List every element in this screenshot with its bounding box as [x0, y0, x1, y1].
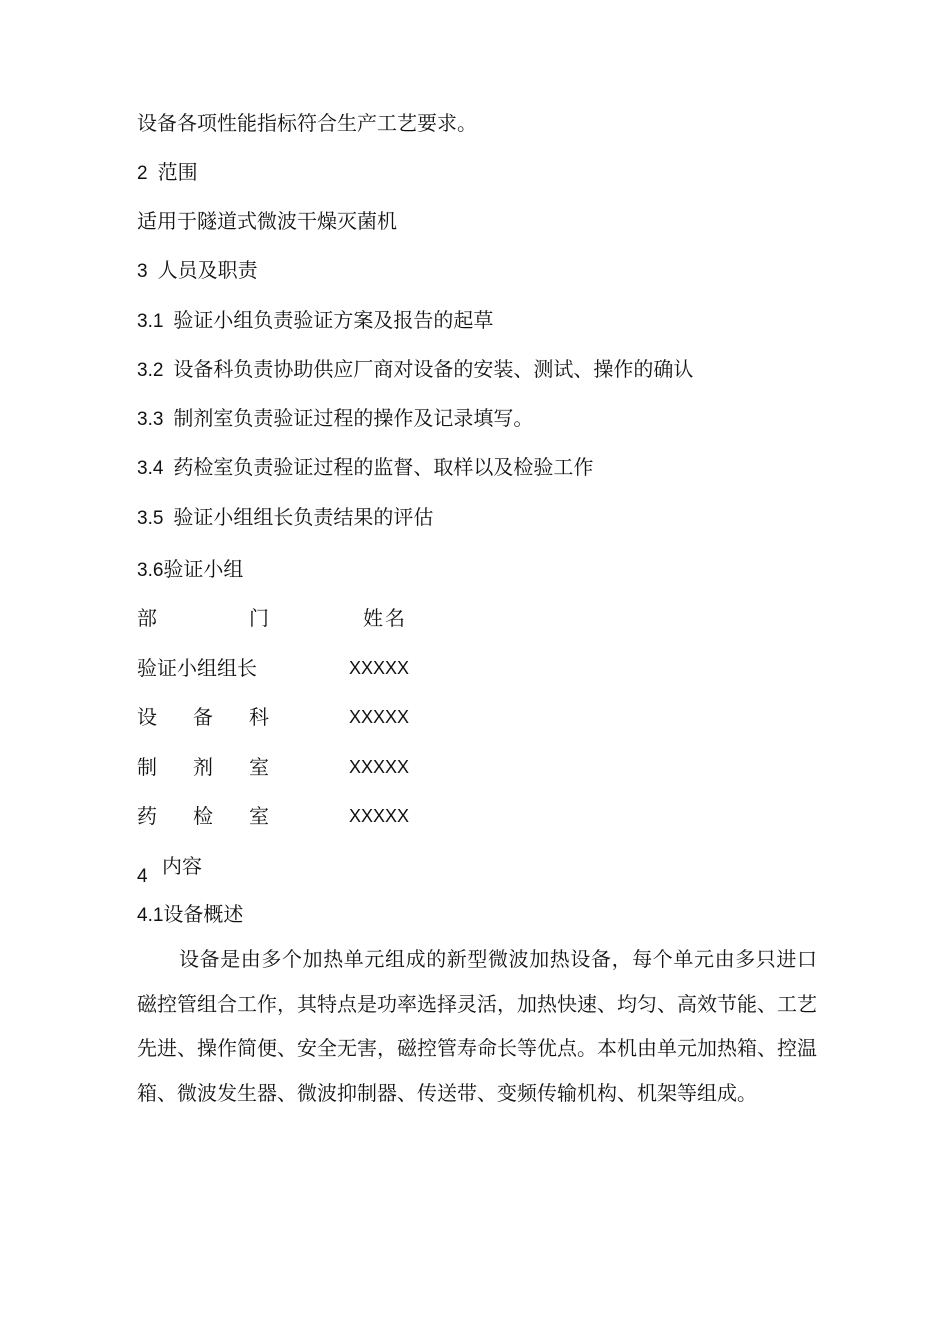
table-row	[137, 754, 537, 780]
section-2-text: 适用于隧道式微波干燥灭菌机	[137, 209, 397, 233]
item-text: 药检室负责验证过程的监督、取样以及检验工作	[173, 455, 594, 479]
section-4-title: 内容	[162, 854, 202, 878]
section-title: 人员及职责	[157, 258, 258, 282]
dept-header: 部 门	[137, 606, 269, 630]
section-title: 验证小组	[163, 557, 244, 581]
item-3-4	[137, 454, 593, 482]
name-cell: XXXXX	[349, 707, 410, 727]
team-table-header	[137, 605, 537, 631]
name-header: 姓名	[363, 606, 407, 630]
table-row	[137, 704, 537, 730]
section-4-number	[137, 862, 158, 890]
item-text: 验证小组负责验证方案及报告的起草	[173, 308, 494, 332]
section-number: 3	[137, 261, 148, 282]
item-3-2	[137, 356, 693, 384]
section-number: 4.1	[137, 905, 164, 926]
item-number: 3.5	[137, 508, 164, 529]
item-3-3	[137, 405, 533, 433]
dept-cell: 制 剂 室	[137, 755, 269, 779]
item-number: 3.1	[137, 311, 164, 332]
section-number: 4	[137, 866, 148, 887]
item-number: 3.2	[137, 360, 164, 381]
section-title: 范围	[157, 160, 198, 184]
section-number: 2	[137, 163, 148, 184]
name-cell: XXXXX	[349, 658, 410, 678]
section-3-6-heading	[137, 556, 243, 584]
intro-tail-text: 设备各项性能指标符合生产工艺要求。	[137, 111, 477, 135]
item-text: 制剂室负责验证过程的操作及记录填写。	[173, 406, 534, 430]
name-cell: XXXXX	[349, 757, 410, 777]
dept-cell: 验证小组组长	[137, 656, 257, 680]
item-text: 设备科负责协助供应厂商对设备的安装、测试、操作的确认	[173, 357, 694, 381]
table-row	[137, 655, 537, 681]
dept-cell: 设 备 科	[137, 705, 269, 729]
item-number: 3.3	[137, 409, 164, 430]
name-cell: XXXXX	[349, 806, 410, 826]
item-3-5	[137, 504, 433, 532]
section-3-heading	[137, 257, 258, 285]
section-4-1-heading	[137, 901, 243, 929]
table-row	[137, 803, 537, 829]
item-text: 验证小组组长负责结果的评估	[173, 505, 434, 529]
dept-cell: 药 检 室	[137, 804, 269, 828]
section-number: 3.6	[137, 560, 164, 581]
item-number: 3.4	[137, 458, 164, 479]
section-title: 设备概述	[163, 902, 244, 926]
section-2-heading	[137, 159, 198, 187]
equipment-overview-paragraph: 设备是由多个加热单元组成的新型微波加热设备，每个单元由多只进口磁控管组合工作，其特点是功率选择灵活，加热快速、均匀、高效节能、工艺先进、操作简便、安全无害，磁控管寿命长等优点。本机由单元加热箱、控温箱、微波发生器、微波抑制器、传送带、变频传输机构、机架等组成。	[137, 947, 817, 1105]
item-3-1	[137, 307, 493, 335]
